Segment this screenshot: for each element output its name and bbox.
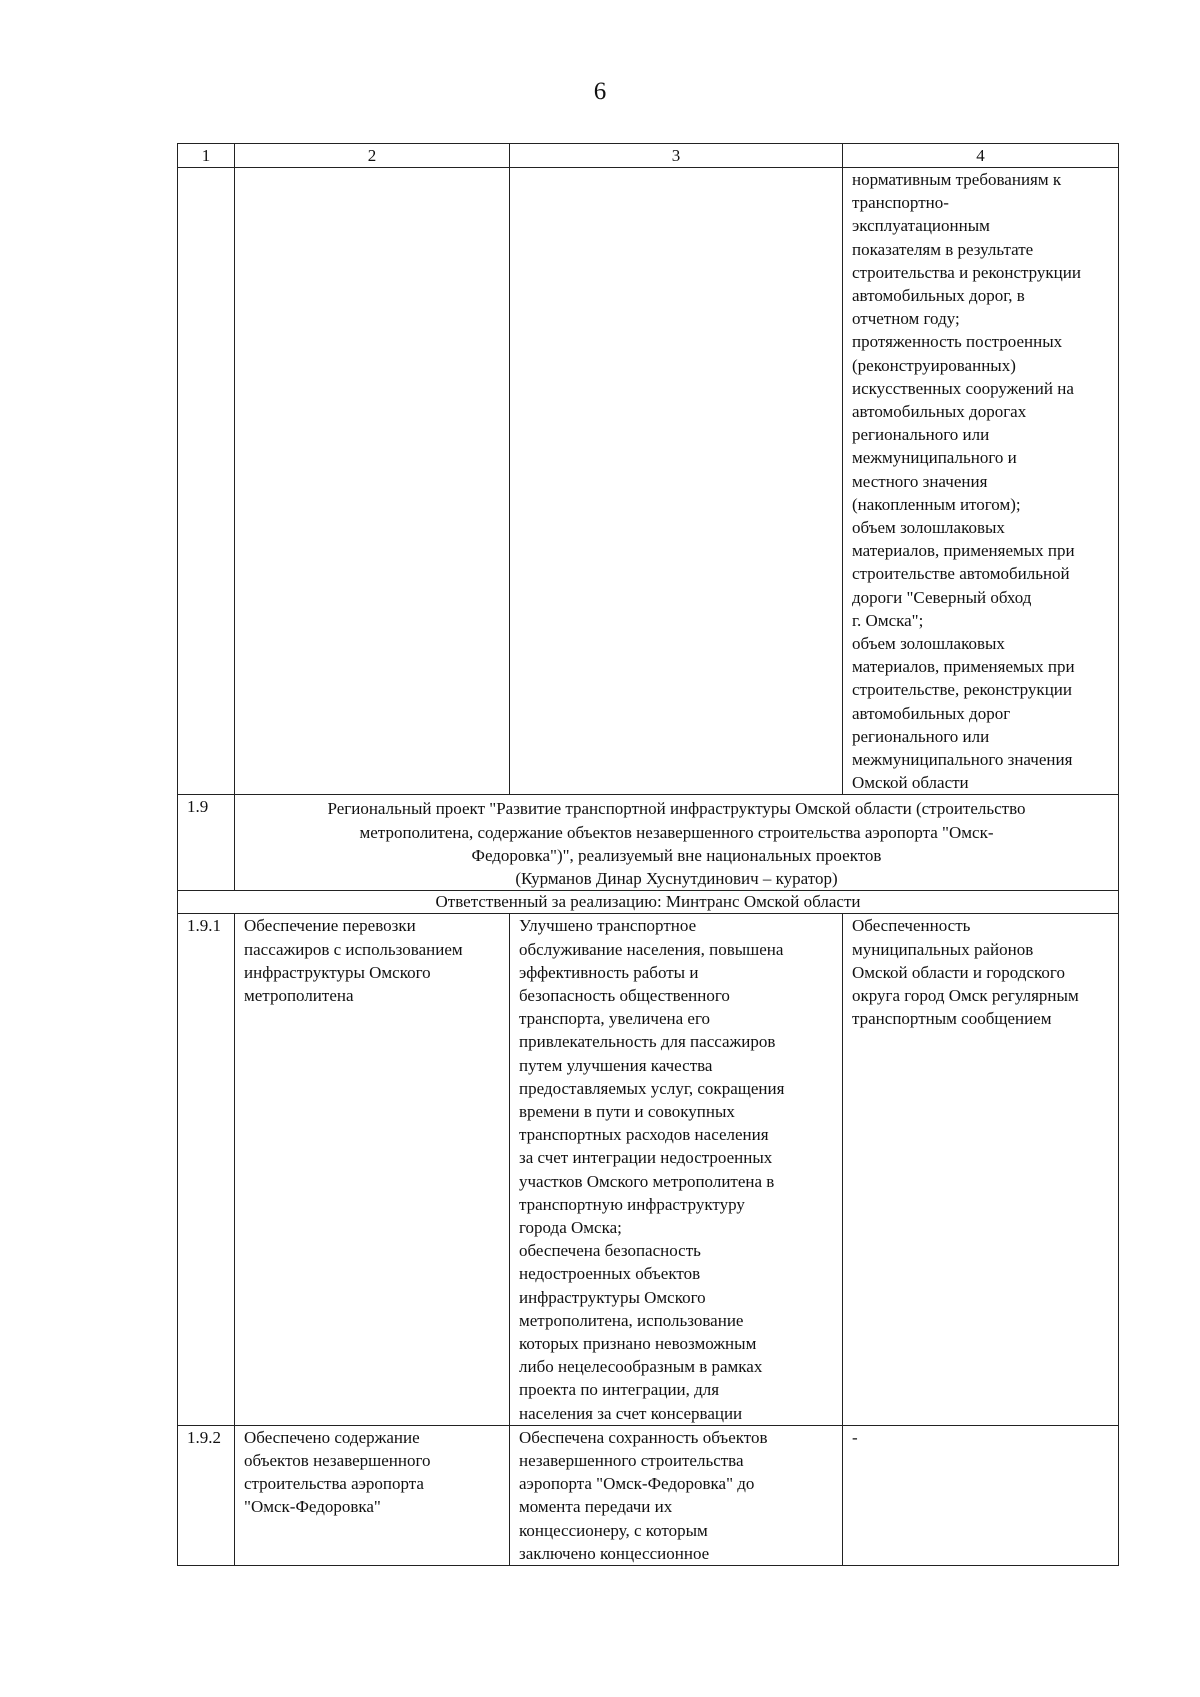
column-header-1: 1 <box>178 144 235 168</box>
text-line: регионального или <box>852 726 990 746</box>
continuation-col2-cell <box>235 168 510 795</box>
text-line: материалов, применяемых при <box>852 541 1075 561</box>
page-number: 6 <box>593 78 607 105</box>
text-line: нормативным требованиям к <box>852 170 1062 189</box>
measure-name-cell <box>235 1425 510 1565</box>
text-line: Федоровка")", реализуемый вне национальных проектов <box>471 845 882 865</box>
continuation-row <box>178 168 1119 795</box>
text-line: Улучшено транспортное <box>519 916 697 936</box>
indicator-cell <box>843 914 1119 1425</box>
text-line: "Омск-Федоровка" <box>244 1497 381 1517</box>
text-line: - <box>852 1427 858 1447</box>
text-line: эффективность работы и <box>519 962 699 982</box>
text-line: инфраструктуры Омского <box>244 962 431 982</box>
text-line: Обеспечена сохранность объектов <box>519 1427 768 1447</box>
text-line: местного значения <box>852 471 988 491</box>
measures-table <box>177 143 1119 1566</box>
text-line: Омской области и городского <box>852 962 1065 982</box>
section-number: 1.9 <box>178 795 235 891</box>
section-title <box>235 795 1119 891</box>
row-number: 1.9.1 <box>178 914 235 1425</box>
text-line: строительстве автомобильной <box>852 564 1070 584</box>
text-line: автомобильных дорог, в <box>852 286 1025 306</box>
text-line: либо нецелесообразным в рамках <box>519 1357 763 1377</box>
text-line: (Курманов Динар Хуснутдинович – куратор) <box>515 869 838 889</box>
text-line: регионального или <box>852 425 990 445</box>
text-line: участков Омского метрополитена в <box>519 1171 775 1191</box>
text-line: метрополитена <box>244 985 354 1005</box>
text-line: обслуживание населения, повышена <box>519 939 784 959</box>
text-line: муниципальных районов <box>852 939 1034 959</box>
text-line: метрополитена, использование <box>519 1310 744 1330</box>
row-number: 1.9.2 <box>178 1425 235 1565</box>
text-line: строительства аэропорта <box>244 1474 424 1494</box>
text-line: проекта по интеграции, для <box>519 1380 720 1400</box>
text-line: за счет интеграции недостроенных <box>519 1148 773 1168</box>
table-row <box>178 1425 1119 1565</box>
text-line: заключено концессионное <box>519 1543 710 1563</box>
text-line: момента передачи их <box>519 1497 673 1517</box>
text-line: искусственных сооружений на <box>852 378 1074 398</box>
text-line: инфраструктуры Омского <box>519 1287 706 1307</box>
text-line: незавершенного строительства <box>519 1450 744 1470</box>
text-line: транспорта, увеличена его <box>519 1009 711 1029</box>
text-line: строительства и реконструкции <box>852 262 1081 282</box>
text-line: дороги "Северный обход <box>852 587 1032 607</box>
text-line: Обеспеченность <box>852 916 971 936</box>
text-line: Обеспечение перевозки <box>244 916 416 936</box>
text-line: недостроенных объектов <box>519 1264 701 1284</box>
continuation-number-cell <box>178 168 235 795</box>
text-line: транспортным сообщением <box>852 1009 1052 1029</box>
text-line: (накопленным итогом); <box>852 494 1021 514</box>
responsible-row <box>178 891 1119 914</box>
text-line: обеспечена безопасность <box>519 1241 701 1261</box>
text-line: транспортную инфраструктуру <box>519 1194 745 1214</box>
text-line: округа город Омск регулярным <box>852 985 1079 1005</box>
result-cell <box>510 1425 843 1565</box>
text-line: строительстве, реконструкции <box>852 680 1072 700</box>
text-line: межмуниципального и <box>852 448 1017 468</box>
text-line: межмуниципального значения <box>852 750 1073 770</box>
text-line: автомобильных дорог <box>852 703 1011 723</box>
text-line: которых признано невозможным <box>519 1333 757 1353</box>
text-line: города Омска; <box>519 1217 622 1237</box>
text-line: населения за счет консервации <box>519 1403 743 1423</box>
text-line: аэропорта "Омск-Федоровка" до <box>519 1474 755 1494</box>
section-row <box>178 795 1119 891</box>
text-line: материалов, применяемых при <box>852 657 1075 677</box>
table-row <box>178 914 1119 1425</box>
text-line: концессионеру, с которым <box>519 1520 708 1540</box>
text-line: Региональный проект "Развитие транспортной инфраструктуры Омской области (строительство <box>327 799 1026 819</box>
text-line: метрополитена, содержание объектов незавершенного строительства аэропорта "Омск- <box>359 822 994 842</box>
text-line: Обеспечено содержание <box>244 1427 420 1447</box>
text-line: времени в пути и совокупных <box>519 1101 735 1121</box>
text-line: отчетном году; <box>852 309 960 329</box>
text-line: пассажиров с использованием <box>244 939 463 959</box>
indicator-cell <box>843 1425 1119 1565</box>
responsible-text: Ответственный за реализацию: Минтранс Омской области <box>178 891 1119 914</box>
continuation-indicators-cell <box>843 168 1119 795</box>
text-line: предоставляемых услуг, сокращения <box>519 1078 785 1098</box>
text-line: объем золошлаковых <box>852 518 1005 538</box>
column-header-3: 3 <box>510 144 843 168</box>
text-line: Омской области <box>852 773 969 793</box>
table-header-row <box>178 144 1119 168</box>
text-line: транспортно- <box>852 193 949 213</box>
text-line: протяженность построенных <box>852 332 1063 352</box>
text-line: объем золошлаковых <box>852 634 1005 654</box>
text-line: г. Омска"; <box>852 610 924 630</box>
measure-name-cell <box>235 914 510 1425</box>
result-cell <box>510 914 843 1425</box>
text-line: привлекательность для пассажиров <box>519 1032 776 1052</box>
column-header-4: 4 <box>843 144 1119 168</box>
continuation-col3-cell <box>510 168 843 795</box>
text-line: автомобильных дорогах <box>852 402 1027 422</box>
text-line: путем улучшения качества <box>519 1055 713 1075</box>
text-line: объектов незавершенного <box>244 1450 431 1470</box>
column-header-2: 2 <box>235 144 510 168</box>
text-line: безопасность общественного <box>519 985 730 1005</box>
text-line: эксплуатационным <box>852 216 990 236</box>
text-line: (реконструированных) <box>852 355 1016 375</box>
text-line: показателям в результате <box>852 239 1034 259</box>
text-line: транспортных расходов населения <box>519 1125 769 1145</box>
